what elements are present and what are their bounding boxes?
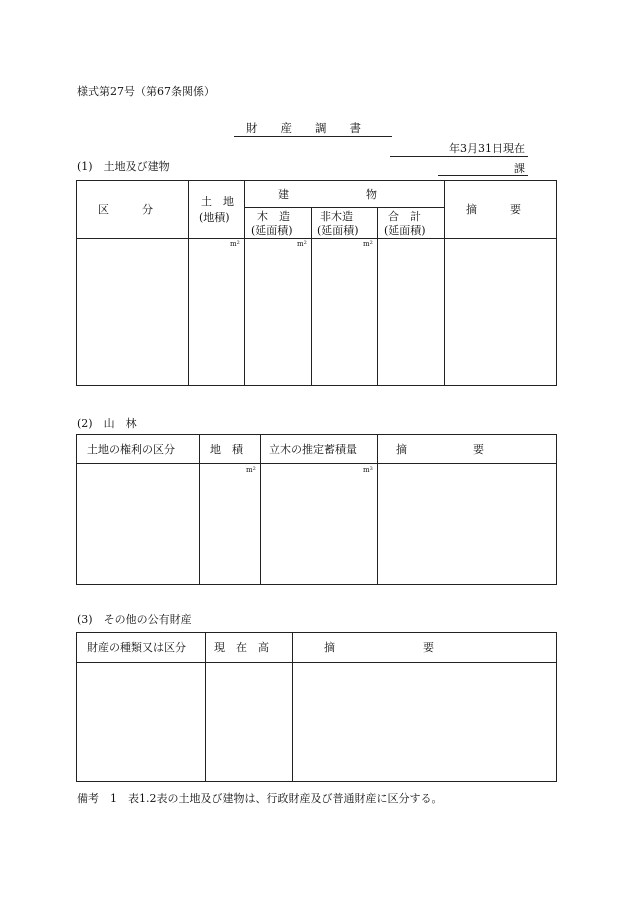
table1-header-divider — [76, 238, 557, 239]
table1-col-line-1 — [188, 180, 189, 386]
unit-wood-area: $m^2$ — [297, 240, 307, 248]
table2-col-line-1 — [199, 434, 200, 585]
col-remarks-3: 摘 要 — [324, 641, 434, 654]
unit-nonwood-area: $m^2$ — [363, 240, 373, 248]
section1-heading: (1) 土地及び建物 — [77, 160, 170, 173]
table2-col-line-2 — [260, 434, 261, 585]
as-of-date: 年3月31日現在 — [449, 142, 525, 155]
col-nonwood-sub: (延面積) — [317, 224, 359, 237]
forest-table — [76, 434, 557, 585]
col-wood-sub: (延面積) — [251, 224, 293, 237]
col-remarks: 摘 要 — [466, 203, 521, 216]
form-number: 様式第27号（第67条関係） — [77, 85, 215, 98]
as-of-underline — [390, 156, 528, 157]
unit-land-area: $m^2$ — [230, 240, 240, 248]
section3-heading: (3) その他の公有財産 — [77, 613, 192, 626]
table3-header-divider — [76, 662, 557, 663]
table2-col-line-3 — [377, 434, 378, 585]
table1-col-line-5 — [444, 180, 445, 386]
col-category: 区 分 — [98, 203, 153, 216]
section2-heading: (2) 山 林 — [77, 417, 137, 430]
col-rights: 土地の権利の区分 — [87, 443, 175, 456]
table1-col-line-4 — [377, 207, 378, 386]
col-land: 土 地 — [201, 195, 234, 208]
col-total-sub: (延面積) — [384, 224, 426, 237]
other-property-table — [76, 632, 557, 782]
col-area: 地 積 — [210, 443, 243, 456]
table1-col-line-3 — [311, 207, 312, 386]
table3-col-line-2 — [292, 632, 293, 782]
table2-header-divider — [76, 463, 557, 464]
col-volume: 立木の推定蓄積量 — [269, 443, 357, 456]
col-wood: 木 造 — [257, 210, 290, 223]
unit-forest-area: $m^2$ — [246, 466, 256, 474]
col-land-sub: (地積) — [199, 211, 230, 224]
page-title: 財 産 調 書 — [246, 121, 361, 135]
department-underline — [438, 175, 528, 176]
col-building: 建 物 — [278, 188, 377, 201]
title-underline — [234, 136, 392, 137]
col-nonwood: 非木造 — [320, 210, 353, 223]
col-total: 合 計 — [388, 210, 421, 223]
col-remarks-2: 摘 要 — [396, 443, 484, 456]
department-suffix: 課 — [514, 162, 525, 175]
table1-col-line-2 — [244, 180, 245, 386]
unit-forest-volume: $m^3$ — [363, 466, 373, 474]
table1-building-subdivider — [244, 207, 444, 208]
col-property-type: 財産の種類又は区分 — [87, 641, 186, 654]
remarks-note: 備考 1 表1.2表の土地及び建物は、行政財産及び普通財産に区分する。 — [77, 792, 443, 805]
table3-col-line-1 — [205, 632, 206, 782]
col-current-amount: 現 在 高 — [214, 641, 269, 654]
